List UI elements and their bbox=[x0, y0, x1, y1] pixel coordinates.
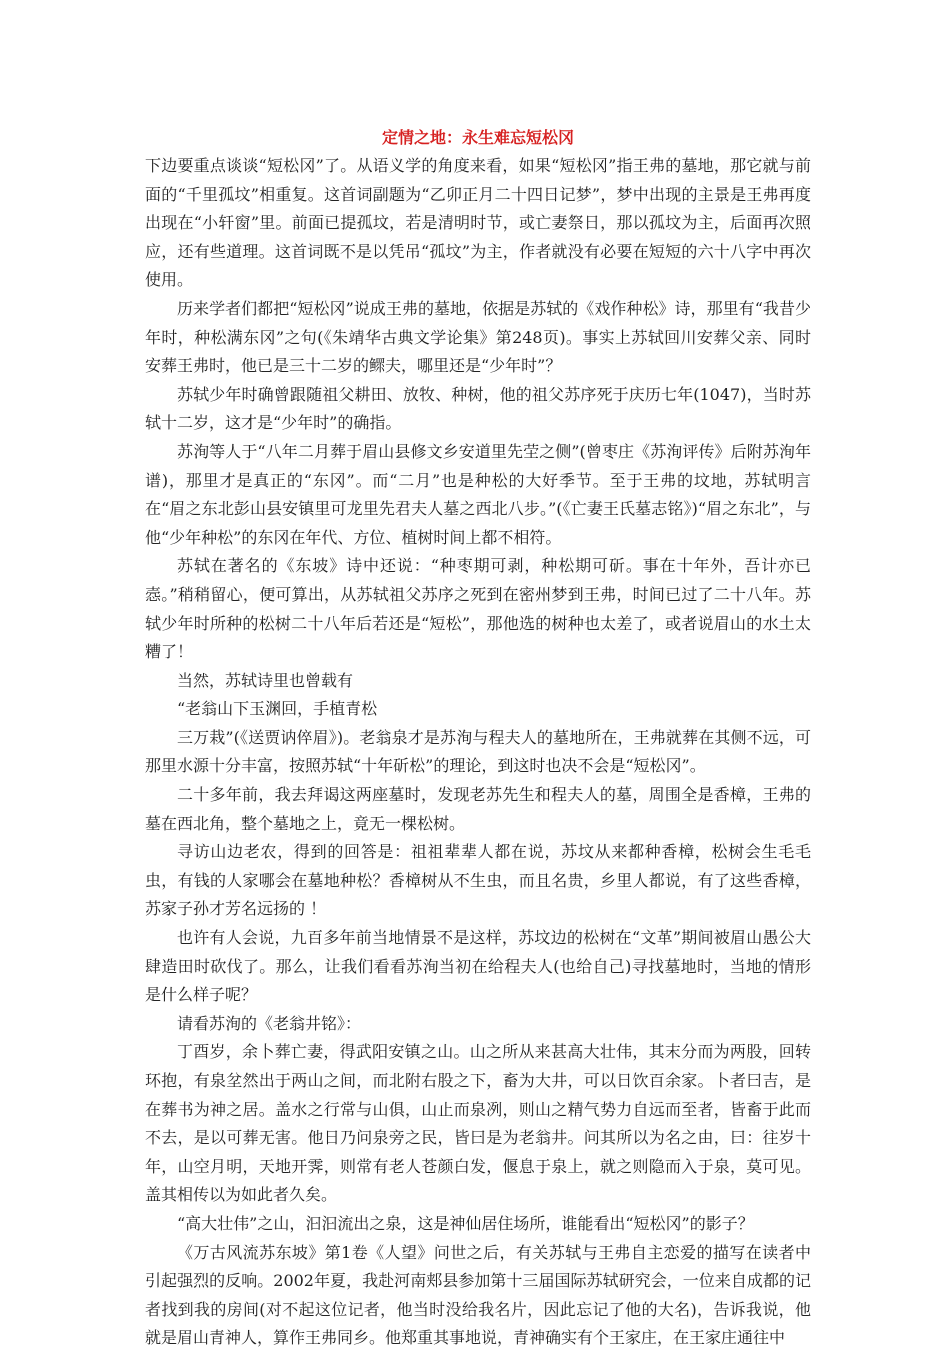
paragraph: 二十多年前，我去拜谒这两座墓时，发现老苏先生和程夫人的墓，周围全是香樟，王弗的墓在西北角，整个墓地之上，竟无一棵松树。 bbox=[145, 785, 811, 833]
paragraph: 《万古风流苏东坡》第1卷《人望》问世之后，有关苏轼与王弗自主恋爱的描写在读者中引起强烈的反响。2002年夏，我赴河南郏县参加第十三届国际苏轼研究会，一位来自成都的记者找到我的房间(对不起这位记者，他当时没给我名片，因此忘记了他的大名)，告诉我说，他就是眉山青神人，算作王弗同乡。他郑重其事地说，青神确实有个王家庄，在王家庄通往中 bbox=[145, 1242, 811, 1348]
paragraph: 丁酉岁，余卜葬亡妻，得武阳安镇之山。山之所从来甚高大壮伟，其末分而为两股，回转环抱，有泉坌然出于两山之间，而北附右股之下，畜为大井，可以日饮百余家。卜者曰吉，是在葬书为神之居。盖水之行常与山俱，山止而泉冽，则山之精气势力自远而至者，皆畜于此而不去，是以可葬无害。他日乃问泉旁之民，皆曰是为老翁井。问其所以为名之由，曰：往岁十年，山空月明，天地开霁，则常有老人苍颜白发，偃息于泉上，就之则隐而入于泉，莫可见。盖其相传以为如此者久矣。 bbox=[145, 1042, 811, 1205]
paragraph: 历来学者们都把“短松冈”说成王弗的墓地，依据是苏轼的《戏作种松》诗，那里有“我昔少年时，种松满东冈”之句(《朱靖华古典文学论集》第248页)。事实上苏轼回川安葬父亲、同时安葬王弗时，他已是三十二岁的鳏夫，哪里还是“少年时”？ bbox=[145, 298, 811, 376]
paragraph: 三万栽”(《送贾讷倅眉》)。老翁泉才是苏洵与程夫人的墓地所在，王弗就葬在其侧不远，可那里水源十分丰富，按照苏轼“十年斫松”的理论，到这时也决不会是“短松冈”。 bbox=[145, 727, 811, 776]
document-page bbox=[145, 124, 811, 1353]
paragraph: 下边要重点谈谈“短松冈”了。从语义学的角度来看，如果“短松冈”指王弗的墓地，那它就与前面的“千里孤坟”相重复。这首词副题为“乙卯正月二十四日记梦”，梦中出现的主景是王弗再度出现在“小轩窗”里。前面已提孤坟，若是清明时节，或亡妻祭日，那以孤坟为主，后面再次照应，还有些道理。这首词既不是以凭吊“孤坟”为主，作者就没有必要在短短的六十八字中再次使用。 bbox=[145, 156, 811, 290]
paragraph: “老翁山下玉渊回，手植青松 bbox=[177, 699, 378, 719]
paragraph: 苏轼少年时确曾跟随祖父耕田、放牧、种树，他的祖父苏序死于庆历七年(1047)，当时苏轼十二岁，这才是“少年时”的确指。 bbox=[145, 384, 811, 433]
paragraph: 也许有人会说，九百多年前当地情景不是这样，苏坟边的松树在“文革”期间被眉山愚公大肆造田时砍伐了。那么，让我们看看苏洵当初在给程夫人(也给自己)寻找墓地时，当地的情形是什么样子呢？ bbox=[145, 928, 811, 1005]
paragraph: 苏洵等人于“八年二月葬于眉山县修文乡安道里先茔之侧”(曾枣庄《苏洵评传》后附苏洵年谱)，那里才是真正的“东冈”。而“二月”也是种松的大好季节。至于王弗的坟地，苏轼明言在“眉之东北彭山县安镇里可龙里先君夫人墓之西北八步。”(《亡妻王氏墓志铭》)“眉之东北”，与他“少年种松”的东冈在年代、方位、植树时间上都不相符。 bbox=[145, 441, 811, 547]
paragraph: 苏轼在著名的《东坡》诗中还说：“种枣期可剥，种松期可斫。事在十年外，吾计亦已悫。”稍稍留心，便可算出，从苏轼祖父苏序之死到在密州梦到王弗，时间已过了二十八年。苏轼少年时所种的松树二十八年后若还是“短松”，那他选的树种也太差了，或者说眉山的水土太糟了！ bbox=[145, 556, 811, 662]
paragraph: 当然，苏轼诗里也曾载有 bbox=[177, 670, 354, 690]
document-body bbox=[145, 152, 811, 1353]
paragraph: 寻访山边老农，得到的回答是：祖祖辈辈人都在说，苏坟从来都种香樟，松树会生毛毛虫，有钱的人家哪会在墓地种松？香樟树从不生虫，而且名贵，乡里人都说，有了这些香樟，苏家子孙才芳名远扬的 ！ bbox=[145, 842, 811, 919]
paragraph: 请看苏洵的《老翁井铭》： bbox=[177, 1013, 362, 1033]
document-title: 定情之地：永生难忘短松冈 bbox=[381, 128, 574, 147]
paragraph: “高大壮伟”之山，汩汩流出之泉，这是神仙居住场所，谁能看出“短松冈”的影子？ bbox=[177, 1213, 754, 1233]
